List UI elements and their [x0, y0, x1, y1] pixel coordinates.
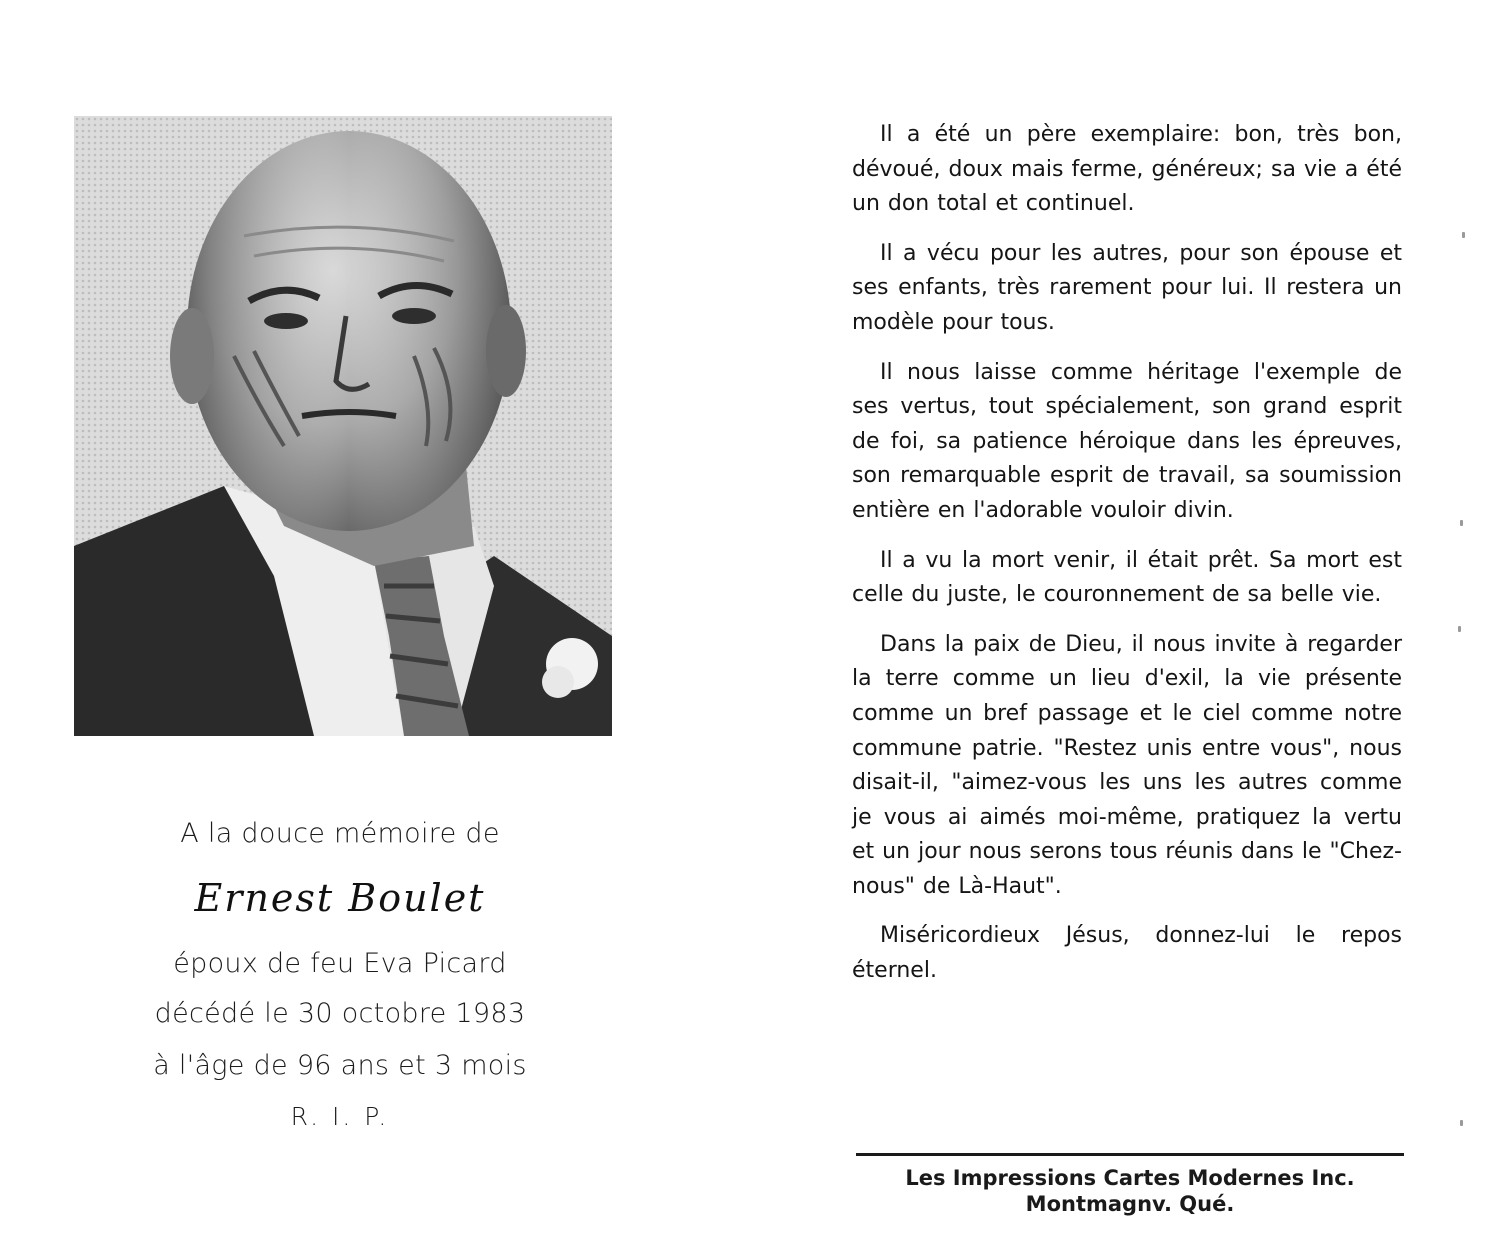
eulogy-text [852, 118, 1402, 1004]
printer-name: Les Impressions Cartes Modernes Inc. [905, 1166, 1355, 1190]
scan-speck [1460, 520, 1463, 526]
scan-speck [1458, 626, 1461, 632]
eulogy-paragraph: Dans la paix de Dieu, il nous invite à regarder la terre comme un lieu d'exil, la vie présente comme un bref passage et le ciel comme notre commune patrie. "Restez unis entre vous", nous disait-il, "aimez-vous les uns les autres comme je vous ai aimés moi-même, pratiquez la vertu et un jour nous serons tous réunis dans le "Chez-nous" de Là-Haut". [852, 631, 1402, 899]
memorial-intro: A la douce mémoire de [180, 818, 500, 849]
portrait-photo [74, 116, 612, 736]
eulogy-paragraph: Il a été un père exemplaire: bon, très bon, dévoué, doux mais ferme, généreux; sa vie a été un don total et continuel. [852, 122, 1402, 217]
eulogy-paragraph: Il nous laisse comme héritage l'exemple de ses vertus, tout spécialement, son grand esprit de foi, sa patience héroique dans les épreuves, son remarquable esprit de travail, sa soumission entière en l'adorable vouloir divin. [852, 359, 1402, 523]
spouse-line: époux de feu Eva Picard [173, 948, 507, 979]
scan-speck [1460, 1120, 1463, 1126]
rip-line: R. I. P. [290, 1102, 390, 1131]
printer-city: Montmagnv. Qué. [1025, 1192, 1235, 1216]
deceased-name: Ernest Boulet [194, 876, 486, 920]
scan-speck [1462, 232, 1465, 238]
eulogy-paragraph: Il a vu la mort venir, il était prêt. Sa mort est celle du juste, le couronnement de sa belle vie. [852, 547, 1402, 608]
eulogy-paragraph: Miséricordieux Jésus, donnez-lui le repos éternel. [852, 923, 1402, 984]
age-line: à l'âge de 96 ans et 3 mois [153, 1050, 527, 1081]
death-date-line: décédé le 30 octobre 1983 [154, 998, 526, 1029]
divider-rule [856, 1153, 1404, 1156]
eulogy-paragraph: Il a vécu pour les autres, pour son épouse et ses enfants, très rarement pour lui. Il restera un modèle pour tous. [852, 240, 1402, 335]
